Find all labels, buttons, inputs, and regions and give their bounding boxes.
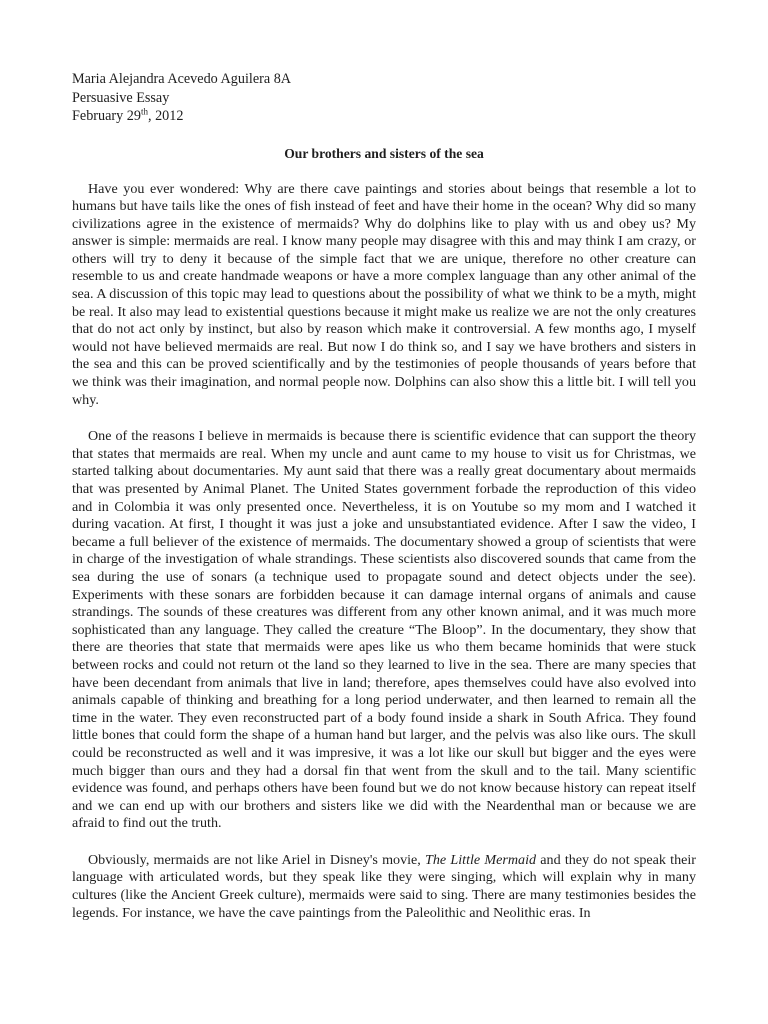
essay-date [72, 107, 696, 126]
author-line: Maria Alejandra Acevedo Aguilera 8A [72, 71, 292, 87]
essay-title: Our brothers and sisters of the sea [284, 145, 484, 161]
movie-title: The Little Mermaid [425, 851, 537, 868]
paragraph-testimonies-end: and they do not speak their language with articulated words, but they speak like they were singing, which will explain why in many cultures (like the Ancient Greek culture), mermaids were said to sing. There are many testimonies besides the legends. For instance, we have the cave paintings from the Paleolithic and Neolithic eras. In [72, 851, 696, 921]
paragraph-testimonies [72, 852, 696, 922]
paragraph-testimonies-start: Obviously, mermaids are not like Ariel in Disney's movie, [88, 851, 426, 868]
date-month-day: February 29 [72, 108, 141, 124]
date-ordinal: th [140, 106, 148, 117]
paragraph-intro: Have you ever wondered: Why are there cave paintings and stories about beings that resemble a lot to humans but have tails like the ones of fish instead of feet and have their home in the ocean? Why did so many civilizations agree in the existence of mermaids? Why do dolphins like to play with us and obey us? My answer is simple: mermaids are real. I know many people may disagree with this and may think I am crazy, or others will try to deny it because of the simple fact that we are unique, therefore no other creature can resemble to us and create handmade weapons or have a more complex language than any other animal of the sea. A discussion of this topic may lead to questions about the possibility of what we think to be a myth, might be real. It also may lead to existential questions because it might make us realize we are not the only creatures that do not act only by instinct, but also by reason which make it controversial. A few months ago, I myself would not have believed mermaids are real. But now I do think so, and I say we have brothers and sisters in the sea and this can be proved scientifically and by the testimonies of people thousands of years before that we think was their imagination, and normal people now. Dolphins can also show this a little bit. I will tell you why. [72, 180, 696, 408]
essay-type: Persuasive Essay [72, 89, 170, 106]
date-year: , 2012 [147, 108, 184, 124]
paragraph-scientific-evidence: One of the reasons I believe in mermaids is because there is scientific evidence that can support the theory that states that mermaids are real. When my uncle and aunt came to my house to visit us for Christmas, we started talking about documentaries. My aunt said that there was a really great documentary about mermaids that was presented by Animal Planet. The United States government forbade the reproduction of this video and in Colombia it was only presented once. Nevertheless, it is on Youtube so my mom and I watched it during vacation. At first, I thought it was just a joke and unsubstantiated evidence. After I saw the video, I became a full believer of the existence of mermaids. The documentary showed a group of scientists that were in charge of the investigation of whale strandings. These scientists also discovered sounds that came from the sea during the use of sonars (a technique used to propagate sound and detect objects under the see). Experiments with these sonars are forbidden because it can damage internal organs of animals and cause strandings. The sounds of these creatures was different from any other known animal, and it was much more sophisticated than any language. They called the creature “The Bloop”. In the documentary, they show that there are theories that state that mermaids were apes like us who them became hominids that were stuck between rocks and could not return ot the land so they learned to live in the sea. There are many species that have been decendant from animals that live in land; therefore, apes themselves could have also evolved into animals capable of thinking and breathing for a long period underwater, and then learned to remain all the time in the water. They even reconstructed part of a body found inside a shark in South Africa. They found little bones that could form the shape of a human hand but larger, and the pelvis was also like ours. The skull could be reconstructed as well and it was impresive, it was a lot like our skull but bigger and the eyes were much bigger than ours and they had a dorsal fin that went from the skull and to the tail. Many scientific evidence was found, and perhaps others have been found but we do not know because history can repeat itself and we can end up with our brothers and sisters like we did with the Neardenthal man or because we are afraid to find out the truth. [72, 428, 696, 832]
